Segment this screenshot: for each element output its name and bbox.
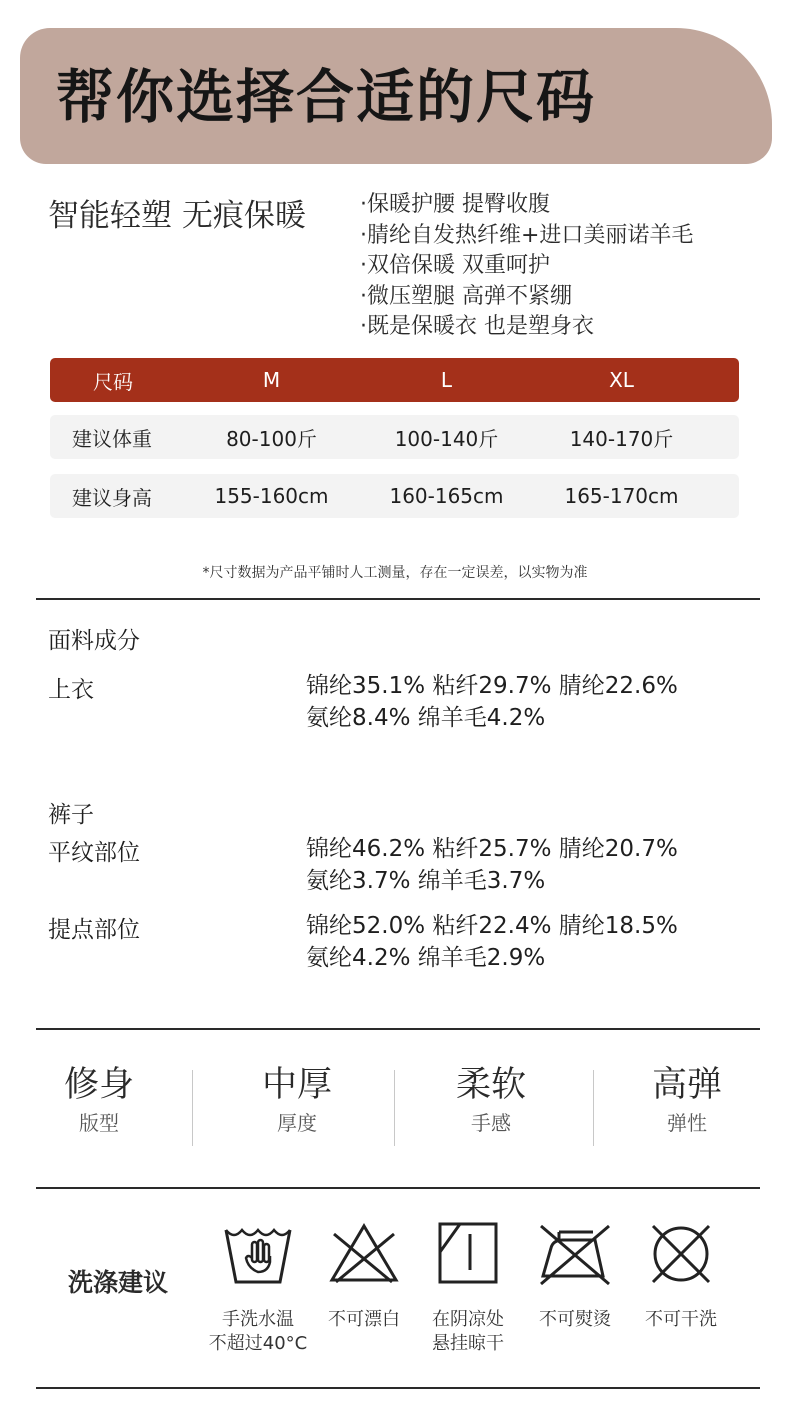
attribute-value: 修身 <box>63 1065 134 1105</box>
fabric-section-title: 面料成分 <box>48 628 140 654</box>
fabric-value-plain <box>306 833 678 897</box>
wash-item-dry-in-shade <box>413 1220 523 1356</box>
composition-line: 氨纶4.2% 绵羊毛2.9% <box>306 945 546 971</box>
feature-list <box>360 190 693 343</box>
row-label: 建议身高 <box>72 485 152 510</box>
size-table <box>50 358 739 533</box>
wash-label: 手洗水温 不超过40°C <box>208 1309 308 1354</box>
header-cell: 尺码 <box>93 369 133 394</box>
divider <box>36 1187 760 1189</box>
table-cell: 165-170cm <box>564 484 679 508</box>
attribute-row <box>0 1062 790 1150</box>
feature-item: ·微压塑腿 高弹不紧绷 <box>360 283 572 309</box>
fabric-value-dotted <box>306 910 678 974</box>
dry-in-shade-icon <box>430 1220 506 1288</box>
composition-line: 锦纶52.0% 粘纤22.4% 腈纶18.5% <box>306 913 678 939</box>
header-cell: L <box>440 368 453 392</box>
attribute-value: 高弹 <box>651 1065 722 1105</box>
attribute-feel <box>396 1062 586 1138</box>
table-row <box>50 474 739 518</box>
measurement-note: *尺寸数据为产品平铺时人工测量，存在一定误差，以实物为准 <box>202 565 588 581</box>
feature-item: ·保暖护腰 提臀收腹 <box>360 192 550 217</box>
attribute-value: 柔软 <box>455 1065 526 1105</box>
feature-item: ·腈纶自发热纤维+进口美丽诺羊毛 <box>360 222 694 248</box>
attribute-fit <box>4 1062 194 1138</box>
composition-line: 氨纶8.4% 绵羊毛4.2% <box>306 705 546 731</box>
fabric-value-top <box>306 670 678 734</box>
divider <box>36 598 760 600</box>
page-title: 帮你选择合适的尺码 <box>56 63 597 131</box>
attribute-thickness <box>202 1062 392 1138</box>
hand-wash-icon <box>220 1220 296 1288</box>
wash-label: 在阴凉处 悬挂晾干 <box>432 1309 504 1354</box>
table-cell: 140-170斤 <box>569 426 674 451</box>
table-row <box>50 415 739 459</box>
composition-line: 锦纶35.1% 粘纤29.7% 腈纶22.6% <box>306 673 678 699</box>
wash-item-no-iron <box>520 1220 630 1332</box>
vertical-separator <box>192 1070 193 1146</box>
composition-line: 氨纶3.7% 绵羊毛3.7% <box>306 868 546 894</box>
attribute-label: 厚度 <box>277 1111 317 1135</box>
no-dry-clean-icon <box>643 1220 719 1288</box>
fabric-label-dotted: 提点部位 <box>48 917 140 943</box>
wash-label: 不可熨烫 <box>539 1309 611 1330</box>
row-label: 建议体重 <box>72 426 152 451</box>
table-cell: 160-165cm <box>389 484 504 508</box>
fabric-pants-title: 裤子 <box>48 802 94 828</box>
vertical-separator <box>394 1070 395 1146</box>
attribute-label: 版型 <box>79 1111 119 1135</box>
table-cell: 155-160cm <box>214 484 329 508</box>
feature-item: ·双倍保暖 双重呵护 <box>360 253 550 278</box>
feature-item: ·既是保暖衣 也是塑身衣 <box>360 314 594 339</box>
attribute-value: 中厚 <box>261 1065 332 1105</box>
table-cell: 100-140斤 <box>394 426 499 451</box>
no-bleach-icon <box>326 1220 402 1288</box>
attribute-label: 弹性 <box>667 1111 707 1135</box>
header-cell: M <box>262 368 281 392</box>
divider <box>36 1387 760 1389</box>
attribute-elasticity <box>592 1062 782 1138</box>
no-iron-icon <box>537 1220 613 1288</box>
washing-title: 洗涤建议 <box>68 1268 169 1297</box>
wash-label: 不可漂白 <box>328 1309 400 1330</box>
header-cell: XL <box>609 368 634 392</box>
attribute-label: 手感 <box>471 1111 511 1135</box>
wash-item-hand-wash <box>203 1220 313 1356</box>
wash-label: 不可干洗 <box>645 1309 717 1330</box>
composition-line: 锦纶46.2% 粘纤25.7% 腈纶20.7% <box>306 836 678 862</box>
size-table-header <box>50 358 739 402</box>
wash-item-no-dry-clean <box>626 1220 736 1332</box>
fabric-label-top: 上衣 <box>48 677 94 703</box>
wash-item-no-bleach <box>309 1220 419 1332</box>
table-cell: 80-100斤 <box>226 426 317 451</box>
vertical-separator <box>593 1070 594 1146</box>
tagline: 智能轻塑 无痕保暖 <box>48 198 306 234</box>
divider <box>36 1028 760 1030</box>
fabric-label-plain: 平纹部位 <box>48 840 140 866</box>
